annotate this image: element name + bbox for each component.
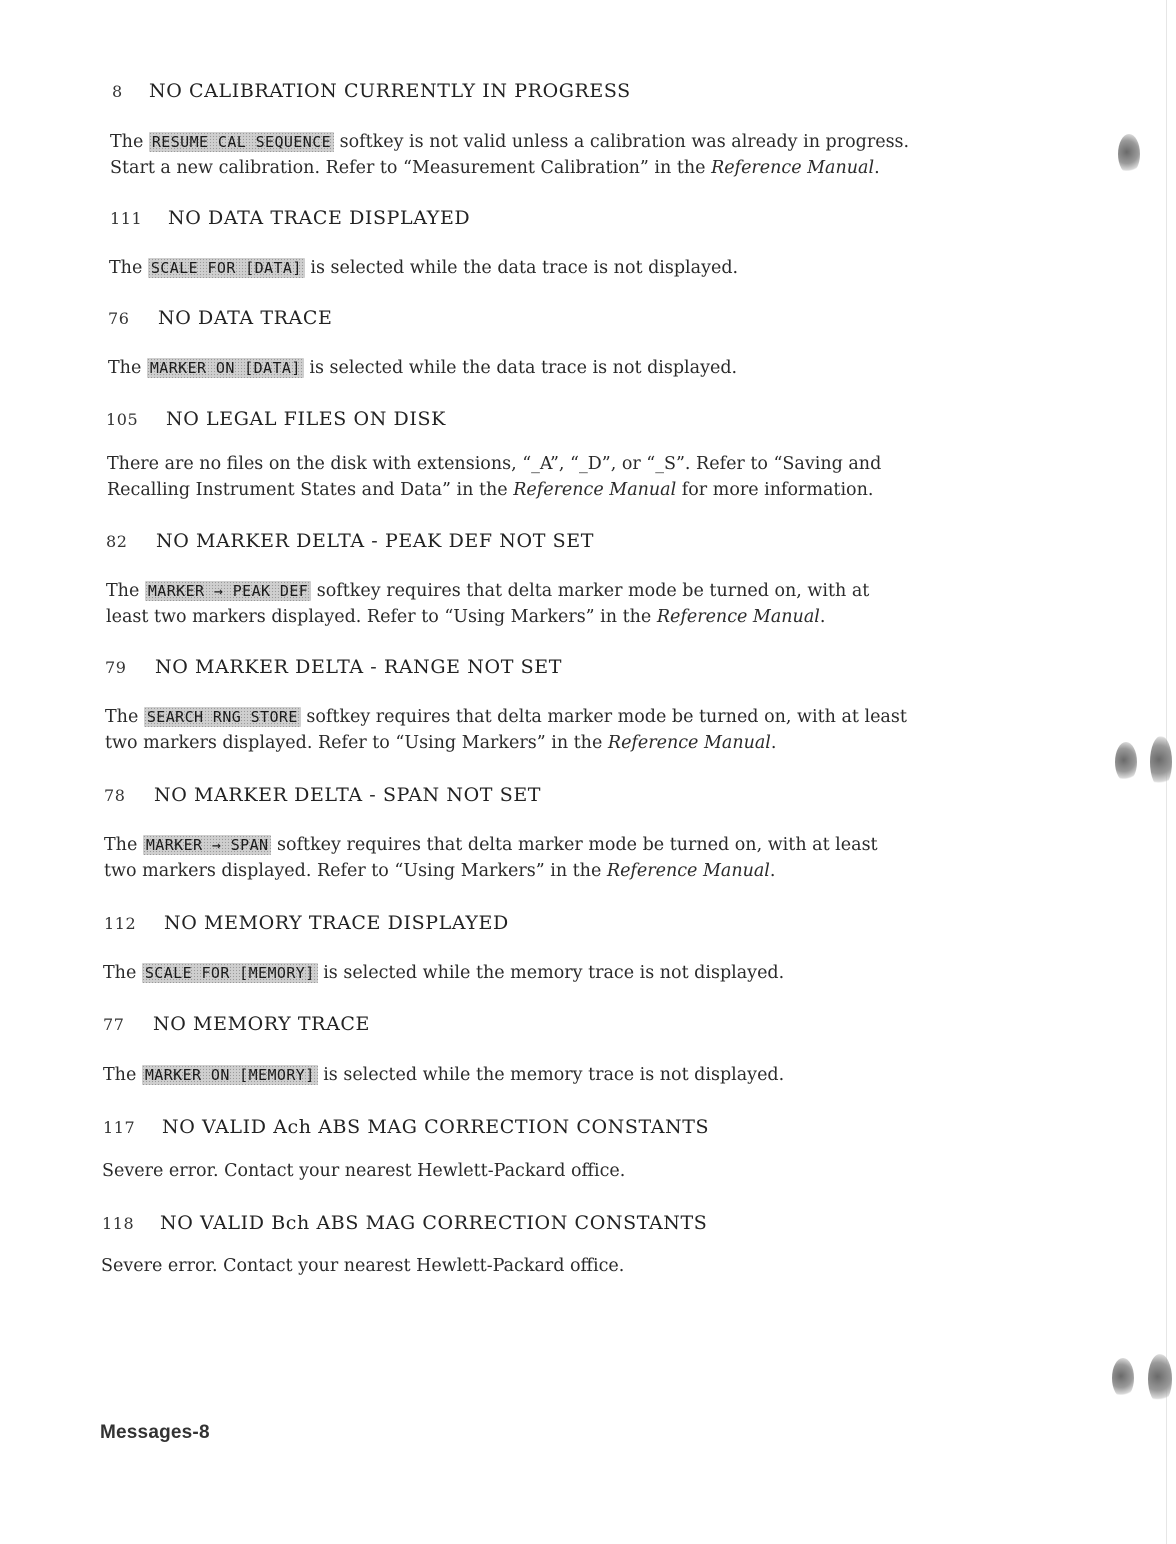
message-title: NO VALID Ach ABS MAG CORRECTION CONSTANTS [162, 1116, 710, 1138]
text-run: is selected while the memory trace is not displayed. [317, 963, 785, 983]
softkey-label: SCALE FOR [MEMORY] [142, 963, 318, 983]
message-description [108, 355, 737, 381]
manual-reference: Reference Manual [656, 607, 820, 627]
softkey-label: MARKER ON [DATA] [147, 358, 304, 378]
message-description [107, 451, 881, 503]
message-number: 8 [112, 82, 123, 101]
text-run: There are no files on the disk with extensions, “_A”, “_D”, or “_S”. Refer to “Saving and [107, 454, 882, 474]
manual-reference: Reference Manual [606, 861, 770, 881]
text-run: Start a new calibration. Refer to “Measurement Calibration” in the [110, 158, 712, 178]
text-run: Severe error. Contact your nearest Hewlett-Packard office. [101, 1256, 625, 1276]
message-heading [110, 207, 470, 229]
message-heading [103, 1116, 709, 1138]
text-run: The [108, 358, 147, 378]
message-title: NO VALID Bch ABS MAG CORRECTION CONSTANTS [160, 1212, 708, 1234]
message-heading [108, 307, 332, 329]
message-number: 112 [104, 914, 137, 933]
message-title: NO MEMORY TRACE [153, 1013, 371, 1035]
text-run: softkey requires that delta marker mode be turned on, with at least [300, 707, 907, 727]
message-number: 117 [103, 1118, 136, 1137]
softkey-label: RESUME CAL SEQUENCE [149, 132, 334, 152]
binding-hole-mark [1112, 1358, 1134, 1398]
message-description [110, 129, 909, 181]
message-heading [104, 784, 541, 806]
message-title: NO MARKER DELTA - RANGE NOT SET [155, 656, 562, 678]
message-title: NO MARKER DELTA - SPAN NOT SET [154, 784, 542, 806]
message-heading [103, 1013, 370, 1035]
message-description [105, 704, 907, 756]
text-run: is selected while the data trace is not displayed. [303, 358, 738, 378]
text-run: The [103, 1065, 142, 1085]
text-run: The [105, 707, 144, 727]
message-number: 79 [105, 658, 127, 677]
message-heading [104, 912, 509, 934]
message-title: NO DATA TRACE [158, 307, 333, 329]
text-run: two markers displayed. Refer to “Using Markers” in the [104, 861, 607, 881]
softkey-label: SEARCH RNG STORE [144, 707, 301, 727]
text-run: Severe error. Contact your nearest Hewlett-Packard office. [102, 1161, 626, 1181]
message-number: 82 [106, 532, 128, 551]
manual-reference: Reference Manual [513, 480, 677, 500]
message-title: NO DATA TRACE DISPLAYED [168, 207, 471, 229]
binding-hole-mark [1148, 1354, 1172, 1404]
text-run: two markers displayed. Refer to “Using Markers” in the [105, 733, 608, 753]
message-number: 105 [106, 410, 139, 429]
message-number: 76 [108, 309, 130, 328]
message-description [102, 1158, 625, 1184]
message-number: 111 [110, 209, 143, 228]
message-number: 118 [102, 1214, 135, 1233]
message-heading [106, 408, 446, 430]
text-run: softkey requires that delta marker mode be turned on, with at least [271, 835, 878, 855]
manual-reference: Reference Manual [711, 158, 875, 178]
text-run: softkey requires that delta marker mode be turned on, with at [311, 581, 870, 601]
text-run: The [106, 581, 145, 601]
text-run: The [104, 835, 143, 855]
text-run: Recalling Instrument States and Data” in the [107, 480, 514, 500]
text-run: is selected while the memory trace is not displayed. [317, 1065, 785, 1085]
softkey-label: SCALE FOR [DATA] [148, 258, 305, 278]
text-run: . [819, 607, 826, 627]
text-run: for more information. [676, 480, 874, 500]
text-run: is selected while the data trace is not displayed. [304, 258, 739, 278]
text-run: least two markers displayed. Refer to “Using Markers” in the [106, 607, 657, 627]
binding-hole-mark [1118, 134, 1140, 174]
message-heading [105, 656, 562, 678]
message-description [106, 578, 869, 630]
softkey-label: MARKER ON [MEMORY] [142, 1065, 318, 1085]
text-run: The [103, 963, 142, 983]
text-run: . [874, 158, 880, 178]
binding-hole-mark [1115, 742, 1137, 782]
message-heading [102, 1212, 707, 1234]
text-run: . [770, 733, 777, 753]
message-number: 77 [103, 1015, 125, 1034]
message-title: NO LEGAL FILES ON DISK [166, 408, 446, 430]
softkey-label: MARKER → SPAN [143, 835, 272, 855]
text-run: . [769, 861, 776, 881]
message-description [103, 960, 784, 986]
text-run: The [110, 132, 149, 152]
message-title: NO CALIBRATION CURRENTLY IN PROGRESS [149, 80, 631, 102]
message-description [103, 1062, 784, 1088]
message-title: NO MARKER DELTA - PEAK DEF NOT SET [156, 530, 594, 552]
message-number: 78 [104, 786, 126, 805]
manual-reference: Reference Manual [607, 733, 771, 753]
message-description [109, 255, 738, 281]
message-description [104, 832, 878, 884]
message-description [101, 1253, 624, 1279]
softkey-label: MARKER → PEAK DEF [145, 581, 311, 601]
message-heading [112, 80, 631, 102]
text-run: The [109, 258, 148, 278]
message-heading [106, 530, 594, 552]
page-footer-label: Messages-8 [100, 1422, 210, 1443]
binding-hole-mark [1150, 736, 1172, 788]
message-title: NO MEMORY TRACE DISPLAYED [164, 912, 509, 934]
text-run: softkey is not valid unless a calibration was already in progress. [334, 132, 910, 152]
